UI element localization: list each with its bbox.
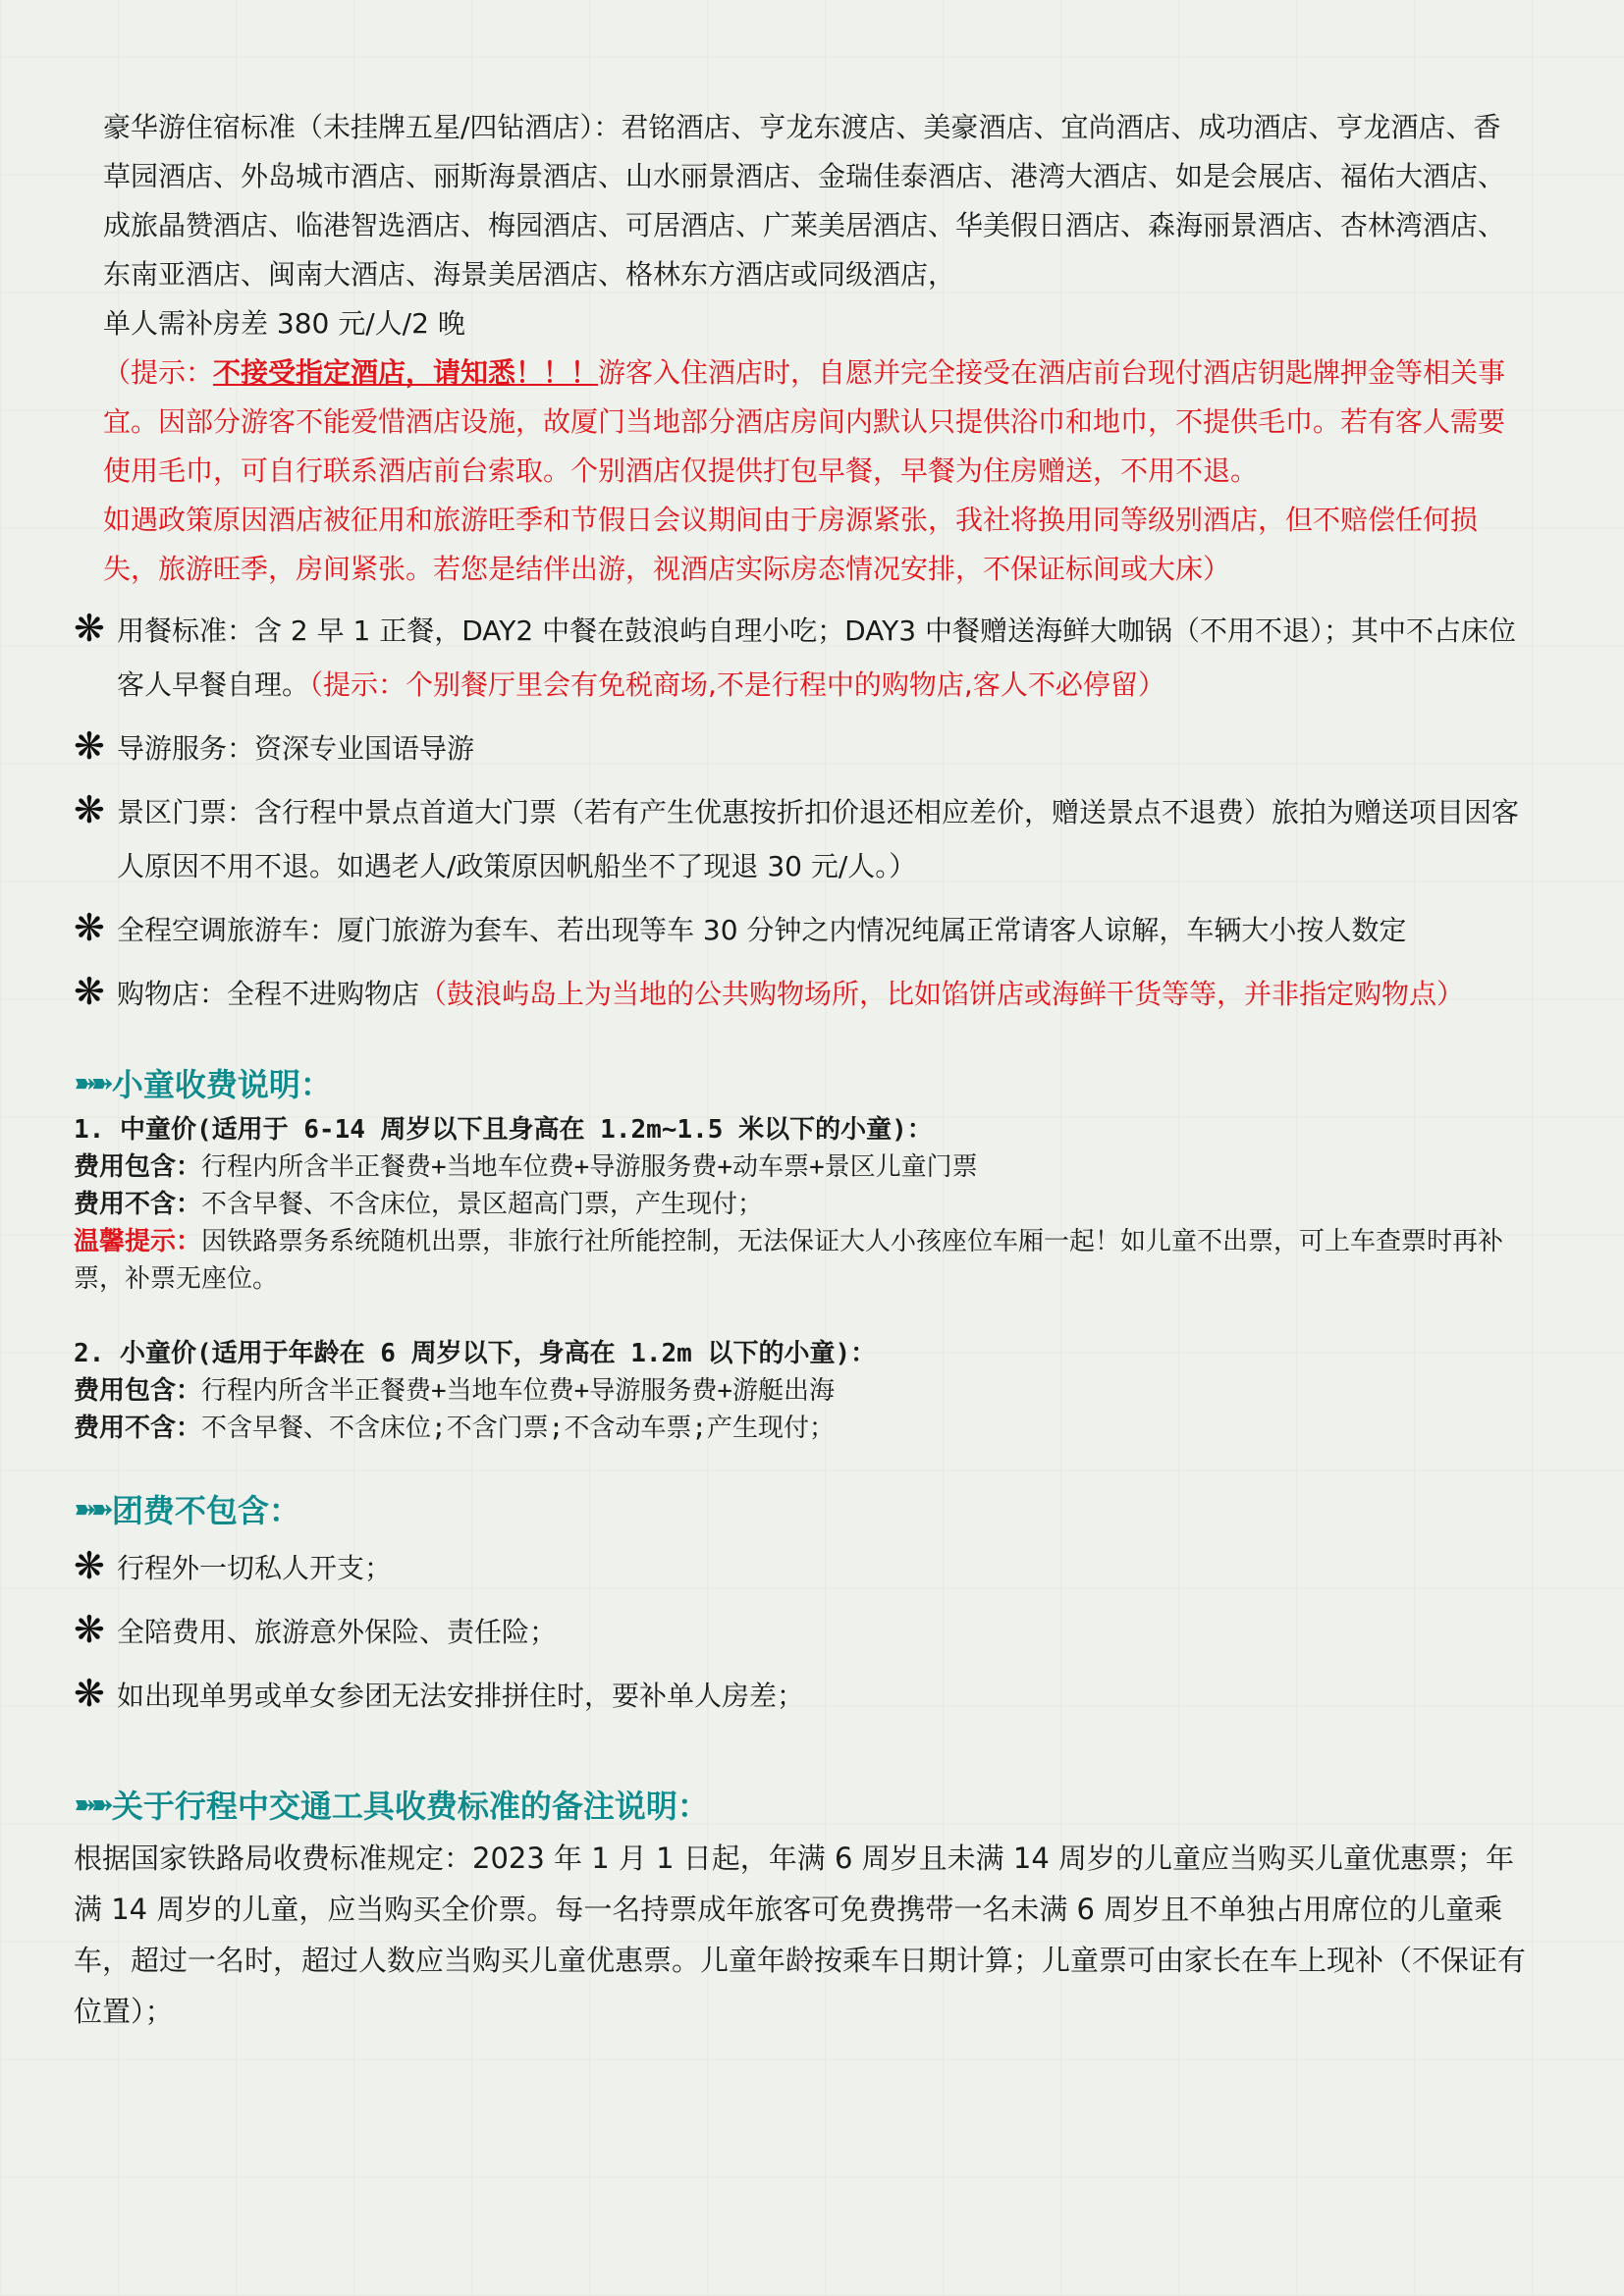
item1-excluded: 不含早餐、不含床位，景区超高门票，产生现付； — [201, 1190, 764, 1219]
exclude-item: ❋ 行程外一切私人开支； — [74, 1541, 1527, 1595]
asterisk-icon: ❋ — [74, 607, 105, 650]
warm-tip-label: 温馨提示： — [74, 1227, 202, 1256]
double-arrow-icon: ➽➽ — [74, 1492, 108, 1525]
section-transport — [74, 1782, 1527, 1827]
asterisk-icon: ❋ — [74, 1672, 105, 1715]
bullet-text: 景区门票：含行程中景点首道大门票（若有产生优惠按折扣价退还相应差价，赠送景点不退费）旅拍为赠送项目因客人原因不用不退。如遇老人/政策原因帆船坐不了现退 30 元/人。） — [117, 796, 1520, 882]
item2-included: 行程内所含半正餐费+当地车位费+导游服务费+游艇出海 — [201, 1376, 835, 1406]
bullet-text: 购物店：全程不进购物店 — [117, 978, 420, 1010]
bullet-text: 用餐标准：含 2 早 1 正餐，DAY2 中餐在鼓浪屿自理小吃；DAY3 中餐赠送海鲜大咖锅（不用不退）；其中不占床位客人早餐自理。 — [117, 614, 1516, 701]
bullet-bus — [74, 903, 1527, 957]
bullet-meal — [74, 604, 1527, 712]
asterisk-icon: ❋ — [74, 788, 105, 831]
double-arrow-icon: ➽➽ — [74, 1788, 108, 1821]
bullet-text: 导游服务：资深专业国语导游 — [117, 732, 475, 765]
double-arrow-icon: ➽➽ — [74, 1066, 108, 1099]
warm-tip-text: 因铁路票务系统随机出票，非旅行社所能控制，无法保证大人小孩座位车厢一起！如儿童不出票，可上车查票时再补票，补票无座位。 — [74, 1227, 1504, 1294]
bullet-tickets — [74, 785, 1527, 893]
hotel-policy: 如遇政策原因酒店被征用和旅游旺季和节假日会议期间由于房源紧张，我社将换用同等级别酒店，但不赔偿任何损失，旅游旺季，房间紧张。若您是结伴出游，视酒店实际房态情况安排，不保证标间或大床） — [103, 504, 1479, 585]
bullet-shopping — [74, 967, 1527, 1021]
tip-rest: 游客入住酒店时，自愿并完全接受在酒店前台现付酒店钥匙牌押金等相关事宜。因部分游客不能爱惜酒店设施，故厦门当地部分酒店房间内默认只提供浴巾和地巾，不提供毛巾。若有客人需要使用毛巾，可自行联系酒店前台索取。个别酒店仅提供打包早餐，早餐为住房赠送，不用不退。 — [103, 356, 1506, 487]
asterisk-icon: ❋ — [74, 1544, 105, 1587]
hotel-supplement: 单人需补房差 380 元/人/2 晚 — [103, 307, 465, 340]
item1-included: 行程内所含半正餐费+当地车位费+导游服务费+动车票+景区儿童门票 — [201, 1152, 978, 1182]
section-title-text: 关于行程中交通工具收费标准的备注说明： — [111, 1788, 709, 1825]
exclude-item: ❋ 全陪费用、旅游意外保险、责任险； — [74, 1605, 1527, 1659]
bullet-guide — [74, 721, 1527, 775]
tip-bold: 不接受指定酒店，请知悉！！！ — [213, 356, 599, 389]
section-not-included — [74, 1486, 1527, 1531]
asterisk-icon: ❋ — [74, 906, 105, 949]
content — [74, 103, 1527, 2037]
child-fees: 1. 中童价(适用于 6-14 周岁以下且身高在 1.2m~1.5 米以下的小童)： 费用包含：行程内所含半正餐费+当地车位费+导游服务费+动车票+景区儿童门票 费用不含：不含早餐、不含床位，景区超高门票，产生现付； 温馨提示：因铁路票务系统随机出票，非旅行社所能控制，无法保证大人小孩座位车厢一起！如儿童不出票，可上车查票时再补票，补票无座位。 2. 小童价(适用于年龄在 6 周岁以下，身高在 1.2m 以下的小童)： 费用包含：行程内所含半正餐费+当地车位费+导游服务费+游艇出海 费用不含：不含早餐、不含床位;不含门票;不含动车票;产生现付； — [74, 1115, 1504, 1443]
bullet-red: （提示：个别餐厅里会有免税商场,不是行程中的购物店,客人不必停留） — [309, 668, 1165, 701]
asterisk-icon: ❋ — [74, 724, 105, 768]
section-child-fees — [74, 1060, 1527, 1105]
section-title-text: 团费不包含： — [111, 1492, 300, 1529]
hotel-tip — [74, 348, 1527, 496]
exclude-item: ❋ 如出现单男或单女参团无法安排拼住时，要补单人房差； — [74, 1669, 1527, 1723]
transport-note: 根据国家铁路局收费标准规定：2023 年 1 月 1 日起，年满 6 周岁且未满 14 周岁的儿童应当购买儿童优惠票；年满 14 周岁的儿童，应当购买全价票。每一名持票成年旅客可免费携带一名未满 6 周岁且不单独占用席位的儿童乘车，超过一名时，超过人数应当购买儿童优惠票。儿童年龄按乘车日期计算；儿童票可由家长在车上现补（不保证有位置）； — [74, 1842, 1527, 2028]
item2-title: 2. 小童价(适用于年龄在 6 周岁以下，身高在 1.2m 以下的小童)： — [74, 1339, 877, 1368]
asterisk-icon: ❋ — [74, 970, 105, 1013]
bullet-text: 全程空调旅游车：厦门旅游为套车、若出现等车 30 分钟之内情况纯属正常请客人谅解，车辆大小按人数定 — [117, 914, 1407, 946]
tip-prefix: （提示： — [103, 356, 214, 389]
hotel-standard: 豪华游住宿标准（未挂牌五星/四钻酒店）：君铭酒店、亨龙东渡店、美豪酒店、宜尚酒店、成功酒店、亨龙酒店、香草园酒店、外岛城市酒店、丽斯海景酒店、山水丽景酒店、金瑞佳泰酒店、港湾大酒店、如是会展店、福佑大酒店、成旅晶赞酒店、临港智选酒店、梅园酒店、可居酒店、广莱美居酒店、华美假日酒店、森海丽景酒店、杏林湾酒店、东南亚酒店、闽南大酒店、海景美居酒店、格林东方酒店或同级酒店， — [103, 111, 1506, 291]
asterisk-icon: ❋ — [74, 1608, 105, 1651]
item2-excluded: 不含早餐、不含床位;不含门票;不含动车票;产生现付； — [201, 1414, 835, 1443]
item1-title: 1. 中童价(适用于 6-14 周岁以下且身高在 1.2m~1.5 米以下的小童)： — [74, 1115, 933, 1145]
section-title-text: 小童收费说明： — [111, 1066, 332, 1103]
bullet-red: （鼓浪屿岛上为当地的公共购物场所，比如馅饼店或海鲜干货等等，并非指定购物点） — [419, 978, 1465, 1010]
